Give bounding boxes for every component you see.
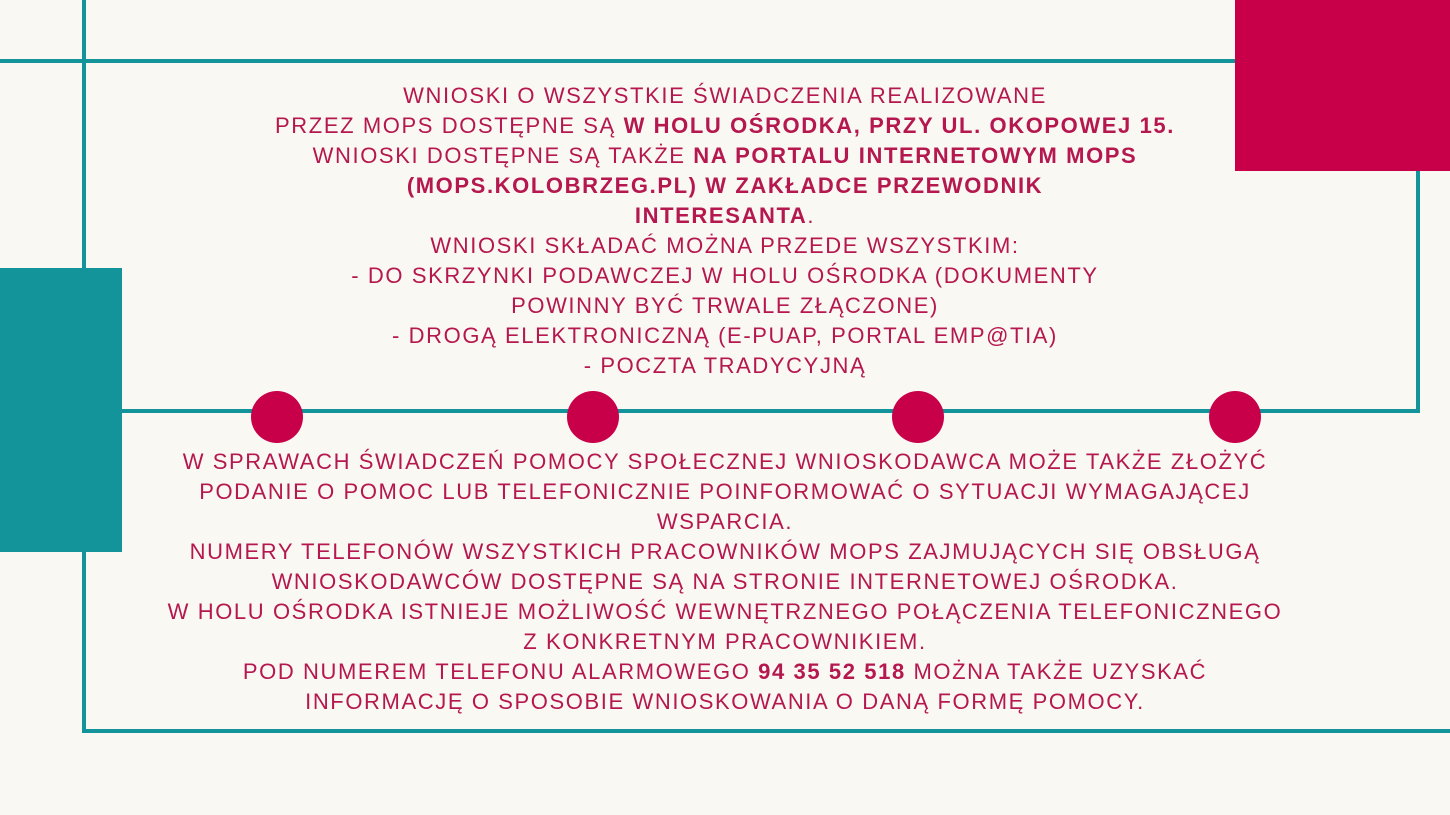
text-segment: WNIOSKI O WSZYSTKIE ŚWIADCZENIA REALIZOWANE bbox=[403, 83, 1047, 108]
text-segment: WNIOSKODAWCÓW DOSTĘPNE SĄ NA STRONIE INTERNETOWEJ OŚRODKA. bbox=[271, 569, 1179, 594]
applications-info-text bbox=[0, 81, 1450, 381]
highlighted-text: INTERESANTA bbox=[634, 203, 808, 228]
applications-info-line bbox=[0, 141, 1450, 171]
applications-info-line bbox=[0, 351, 1450, 381]
applications-info-line bbox=[0, 171, 1450, 201]
assistance-contact-text bbox=[0, 447, 1450, 717]
assistance-contact-line bbox=[0, 627, 1450, 657]
assistance-contact-line bbox=[0, 687, 1450, 717]
text-segment: . bbox=[807, 203, 816, 228]
timeline-dot-1 bbox=[251, 391, 303, 443]
assistance-contact-line bbox=[0, 657, 1450, 687]
text-segment: - DO SKRZYNKI PODAWCZEJ W HOLU OŚRODKA (DOKUMENTY bbox=[351, 263, 1099, 288]
timeline-dot-3 bbox=[892, 391, 944, 443]
assistance-contact-line bbox=[0, 447, 1450, 477]
assistance-contact-line bbox=[0, 597, 1450, 627]
text-segment: NUMERY TELEFONÓW WSZYSTKICH PRACOWNIKÓW MOPS ZAJMUJĄCYCH SIĘ OBSŁUGĄ bbox=[189, 539, 1261, 564]
text-segment: WSPARCIA. bbox=[656, 509, 794, 534]
text-segment: - POCZTA TRADYCYJNĄ bbox=[583, 353, 867, 378]
timeline-dot-4 bbox=[1209, 391, 1261, 443]
text-segment: MOŻNA TAKŻE UZYSKAĆ bbox=[905, 659, 1208, 684]
applications-info-line bbox=[0, 321, 1450, 351]
applications-info-line bbox=[0, 231, 1450, 261]
text-segment: POD NUMEREM TELEFONU ALARMOWEGO bbox=[242, 659, 759, 684]
frame-line-bottom bbox=[82, 729, 1450, 733]
text-segment: W SPRAWACH ŚWIADCZEŃ POMOCY SPOŁECZNEJ WNIOSKODAWCA MOŻE TAKŻE ZŁOŻYĆ bbox=[182, 449, 1268, 474]
text-segment: WNIOSKI SKŁADAĆ MOŻNA PRZEDE WSZYSTKIM: bbox=[430, 233, 1020, 258]
text-segment: PRZEZ MOPS DOSTĘPNE SĄ bbox=[275, 113, 624, 138]
frame-line-top bbox=[0, 59, 1240, 63]
highlighted-text: W HOLU OŚRODKA, PRZY UL. OKOPOWEJ 15. bbox=[623, 113, 1175, 138]
assistance-contact-line bbox=[0, 537, 1450, 567]
applications-info-line bbox=[0, 111, 1450, 141]
applications-info-line bbox=[0, 81, 1450, 111]
text-segment: PODANIE O POMOC LUB TELEFONICZNIE POINFORMOWAĆ O SYTUACJI WYMAGAJĄCEJ bbox=[199, 479, 1251, 504]
assistance-contact-line bbox=[0, 477, 1450, 507]
highlighted-text: (MOPS.KOLOBRZEG.PL) W ZAKŁADCE PRZEWODNIK bbox=[406, 173, 1044, 198]
assistance-contact-line bbox=[0, 507, 1450, 537]
timeline-dot-2 bbox=[567, 391, 619, 443]
highlighted-text: NA PORTALU INTERNETOWYM MOPS bbox=[693, 143, 1138, 168]
applications-info-line bbox=[0, 201, 1450, 231]
applications-info-line bbox=[0, 261, 1450, 291]
highlighted-text: 94 35 52 518 bbox=[758, 659, 906, 684]
assistance-contact-line bbox=[0, 567, 1450, 597]
text-segment: POWINNY BYĆ TRWALE ZŁĄCZONE) bbox=[511, 293, 939, 318]
text-segment: Z KONKRETNYM PRACOWNIKIEM. bbox=[523, 629, 927, 654]
text-segment: WNIOSKI DOSTĘPNE SĄ TAKŻE bbox=[312, 143, 694, 168]
text-segment: INFORMACJĘ O SPOSOBIE WNIOSKOWANIA O DANĄ FORMĘ POMOCY. bbox=[305, 689, 1145, 714]
applications-info-line bbox=[0, 291, 1450, 321]
text-segment: W HOLU OŚRODKA ISTNIEJE MOŻLIWOŚĆ WEWNĘTRZNEGO POŁĄCZENIA TELEFONICZNEGO bbox=[167, 599, 1283, 624]
text-segment: - DROGĄ ELEKTRONICZNĄ (E-PUAP, PORTAL EMP@TIA) bbox=[392, 323, 1058, 348]
